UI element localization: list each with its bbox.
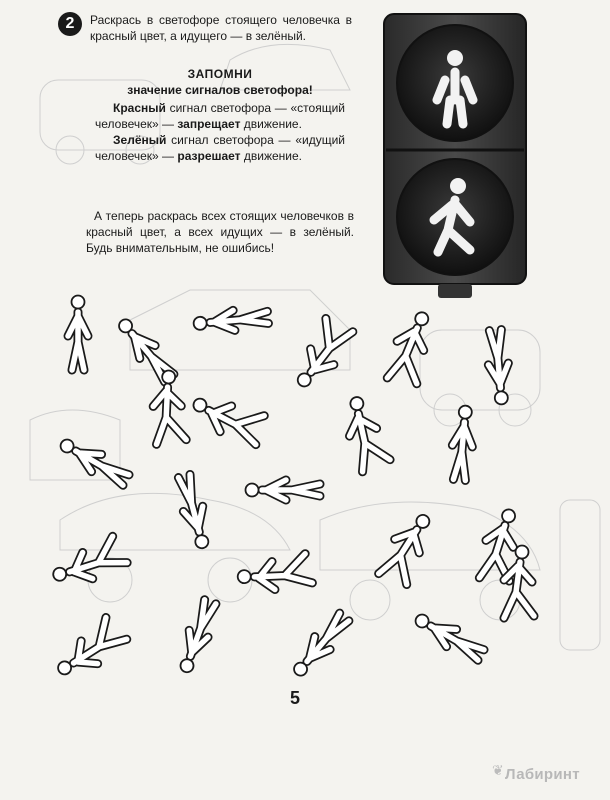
red-rule-action: запрещает — [177, 117, 241, 131]
page-number: 5 — [289, 688, 300, 708]
walking-figure-outline-21[interactable] — [504, 546, 534, 619]
standing-figure-outline-3[interactable] — [193, 307, 269, 333]
publisher-watermark: Лабиринт — [505, 766, 580, 783]
walking-figure-outline-8[interactable] — [338, 393, 391, 471]
red-rule-end: движение. — [240, 117, 302, 131]
walking-figure-outline-5[interactable] — [387, 308, 435, 386]
standing-figure-outline-1[interactable] — [68, 296, 88, 371]
red-rule-text: сигнал светофора — «стоящий человечек» — — [95, 101, 345, 131]
standing-figure-outline-9[interactable] — [449, 405, 475, 481]
publisher-logo-icon: ❦ — [492, 762, 504, 778]
walking-figure-outline-14[interactable] — [379, 508, 437, 586]
task-number-badge: 2 — [58, 12, 82, 36]
walking-figure-outline-16[interactable] — [236, 553, 313, 595]
task-instruction: Раскрась в светофоре стоящего человечка в красный цвет, а идущего — в зелёный. — [90, 13, 352, 43]
standing-figure-outline-10[interactable] — [56, 434, 131, 489]
remember-subtitle: значение сигналов светофора! — [127, 83, 313, 97]
green-color-word: Зелёный — [113, 133, 167, 147]
green-rule-end: движение. — [240, 149, 303, 163]
standing-figure-outline-19[interactable] — [289, 611, 352, 681]
walking-figure-outline-4[interactable] — [291, 317, 353, 395]
standing-figure-outline-12[interactable] — [246, 480, 321, 500]
walking-figure-outline-17[interactable] — [52, 616, 127, 686]
standing-figure-outline-6[interactable] — [485, 329, 511, 405]
coloring-instruction: А теперь раскрась всех стоящих человечков в красный цвет, а всех идущих — в зелёный. Будь внимательным, не ошибись! — [86, 209, 354, 255]
walking-figure-outline-13[interactable] — [49, 535, 127, 593]
walking-figure-outline-22[interactable] — [150, 369, 186, 444]
red-color-word: Красный — [113, 101, 166, 115]
standing-figure-outline-20[interactable] — [411, 609, 486, 664]
walking-figure-outline-7[interactable] — [188, 392, 266, 445]
green-rule-action: разрешает — [177, 149, 241, 163]
remember-title: ЗАПОМНИ — [187, 67, 253, 81]
standing-figure-outline-18[interactable] — [175, 598, 219, 675]
standing-figure-outline-11[interactable] — [175, 473, 214, 550]
green-rule-text: сигнал светофора — «идущий человечек» — — [95, 133, 345, 163]
